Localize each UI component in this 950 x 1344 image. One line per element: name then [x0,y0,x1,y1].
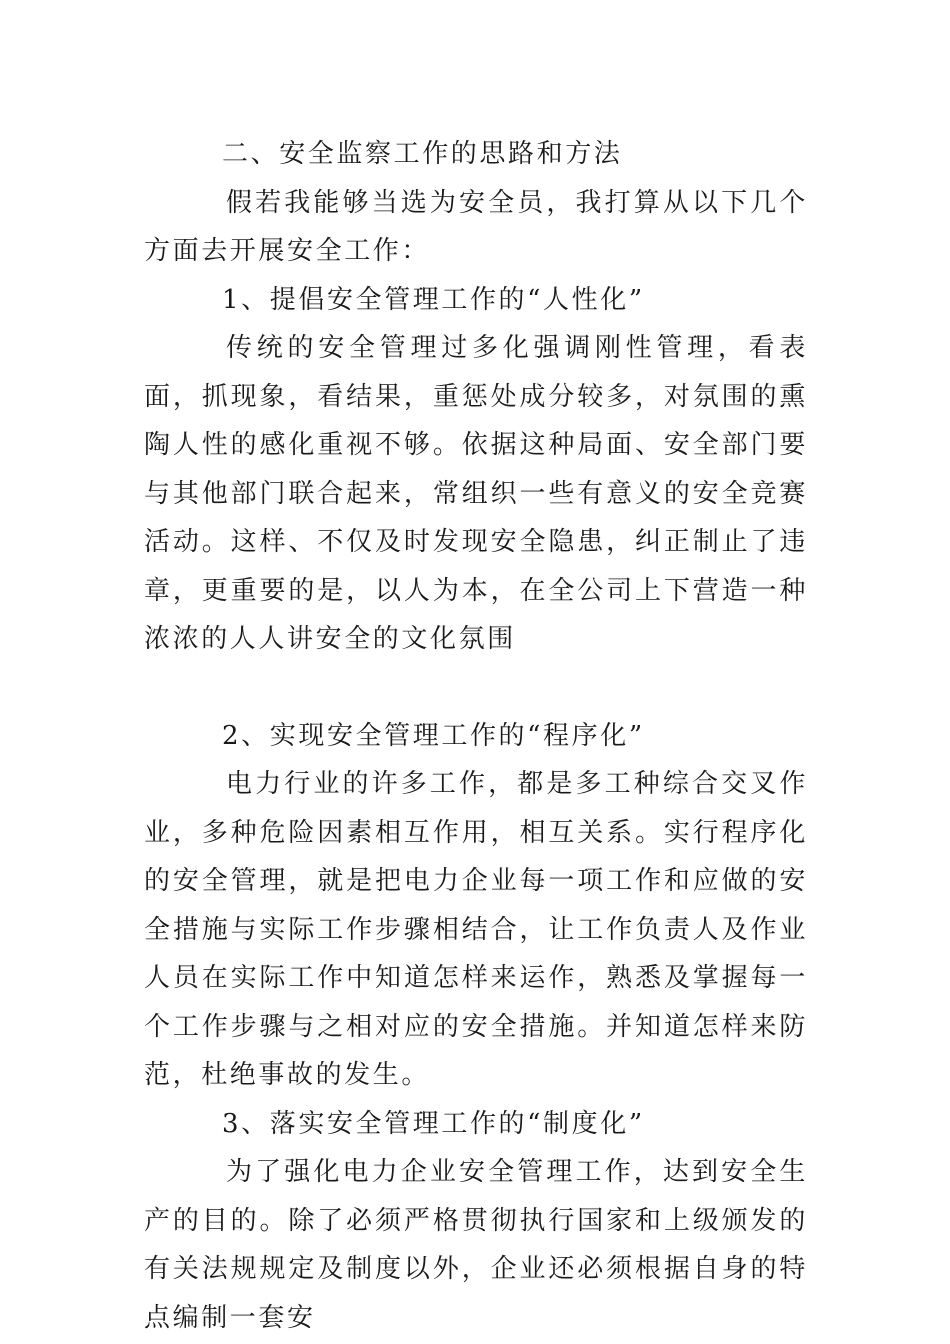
item-2-paragraph: 电力行业的许多工作，都是多工种综合交叉作业，多种危险因素相互作用，相互关系。实行程序化的安全管理，就是把电力企业每一项工作和应做的安全措施与实际工作步骤相结合，让工作负责人及作业人员在实际工作中知道怎样来运作，熟悉及掌握每一个工作步骤与之相对应的安全措施。并知道怎样来防范，杜绝事故的发生。 [144,769,808,1090]
section-heading: 二、安全监察工作的思路和方法 [222,139,623,169]
item-1-paragraph: 传统的安全管理过多化强调刚性管理，看表面，抓现象，看结果，重惩处成分较多，对氛围的熏陶人性的感化重视不够。依据这种局面、安全部门要与其他部门联合起来，常组织一些有意义的安全竞赛活动。这样、不仅及时发现安全隐患，纠正制止了违章，更重要的是，以人为本，在全公司上下营造一种浓浓的人人讲安全的文化氛围 [144,333,808,654]
item-3-heading: 3、落实安全管理工作的“制度化” [222,1108,645,1139]
paragraph-gap [144,664,808,712]
item-2-heading: 2、实现安全管理工作的“程序化” [222,720,645,751]
document-body [144,130,808,1342]
item-3-paragraph: 为了强化电力企业安全管理工作，达到安全生产的目的。除了必须严格贯彻执行国家和上级颁发的有关法规规定及制度以外，企业还必须根据自身的特点编制一套安 [144,1157,808,1333]
item-1-heading: 1、提倡安全管理工作的“人性化” [222,284,645,315]
intro-paragraph: 假若我能够当选为安全员，我打算从以下几个方面去开展安全工作： [144,187,808,266]
